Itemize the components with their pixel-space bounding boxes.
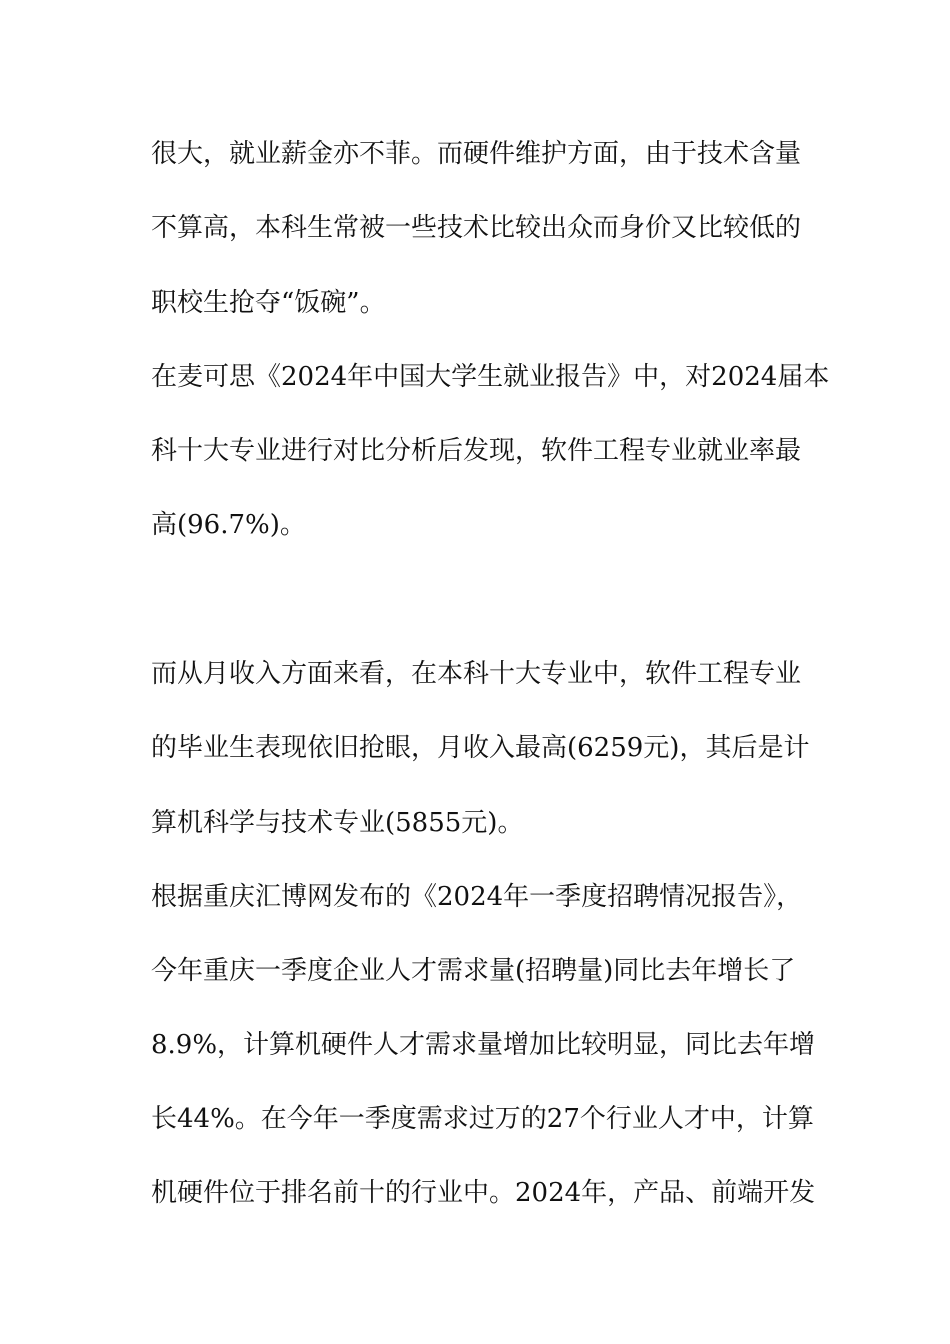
paragraph-2-line-2: 科十大专业进行对比分析后发现，软件工程专业就业率最 <box>151 436 802 466</box>
paragraph-1-line-2: 不算高，本科生常被一些技术比较出众而身价又比较低的 <box>151 213 802 243</box>
paragraph-4-line-3: 8.9%，计算机硬件人才需求量增加比较明显，同比去年增 <box>151 1030 816 1060</box>
paragraph-1-line-3: 职校生抢夺“饭碗”。 <box>151 288 386 318</box>
paragraph-2-line-1: 在麦可思《2024年中国大学生就业报告》中，对2024届本 <box>151 362 830 392</box>
paragraph-1-line-1: 很大，就业薪金亦不菲。而硬件维护方面，由于技术含量 <box>151 139 802 169</box>
paragraph-3-line-3: 算机科学与技术专业(5855元)。 <box>151 808 524 838</box>
paragraph-4-line-4: 长44%。在今年一季度需求过万的27个行业人才中，计算 <box>151 1104 814 1134</box>
paragraph-4-line-2: 今年重庆一季度企业人才需求量(招聘量)同比去年增长了 <box>151 956 796 986</box>
paragraph-4-line-5: 机硬件位于排名前十的行业中。2024年，产品、前端开发 <box>151 1178 816 1208</box>
paragraph-3-line-2: 的毕业生表现依旧抢眼，月收入最高(6259元)，其后是计 <box>151 733 810 763</box>
paragraph-4-line-1: 根据重庆汇博网发布的《2024年一季度招聘情况报告》， <box>151 882 803 912</box>
paragraph-2-line-3: 高(96.7%)。 <box>151 510 306 540</box>
paragraph-3-line-1: 而从月收入方面来看，在本科十大专业中，软件工程专业 <box>151 659 802 689</box>
